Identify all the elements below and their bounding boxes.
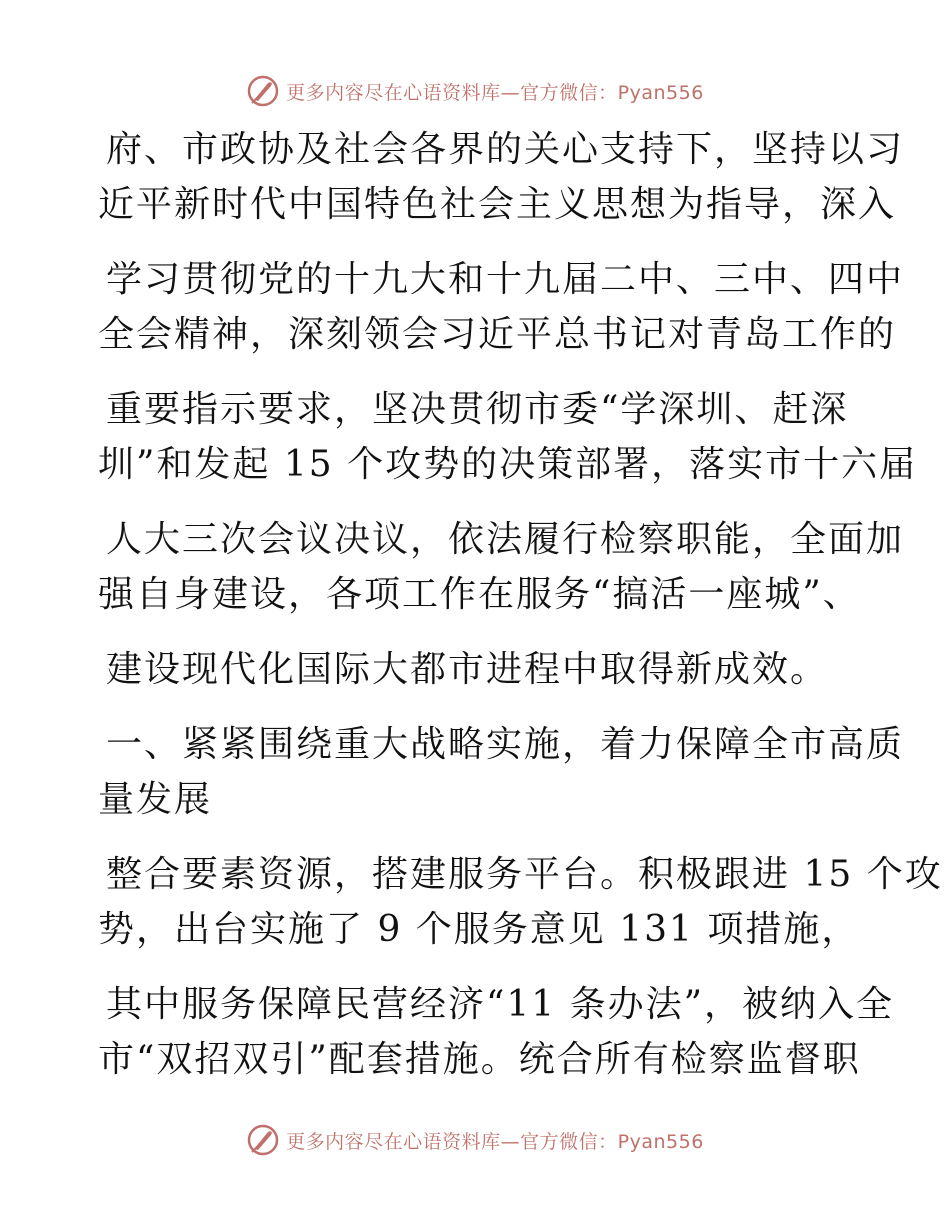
section-heading-line: 量发展	[98, 779, 213, 820]
watermark-footer	[0, 1120, 950, 1160]
watermark-text: 更多内容尽在心语资料库—官方微信：Pyan556	[286, 1130, 704, 1153]
section-heading-line: 一、紧紧围绕重大战略实施，着力保障全市高质	[106, 724, 905, 765]
paragraph-line: 府、市政协及社会各界的关心支持下，坚持以习	[106, 129, 905, 170]
watermark-header	[0, 71, 950, 111]
feather-pen-logo-icon	[246, 1123, 280, 1157]
paragraph-line: 势，出台实施了 9 个服务意见 131 项措施，	[98, 909, 860, 950]
paragraph-line: 其中服务保障民营经济“11 条办法”，被纳入全	[106, 984, 895, 1025]
paragraph-line: 人大三次会议决议，依法履行检察职能，全面加	[106, 519, 905, 560]
paragraph-line: 重要指示要求，坚决贯彻市委“学深圳、赶深	[106, 389, 849, 430]
paragraph-line: 学习贯彻党的十九大和十九届二中、三中、四中	[106, 259, 905, 300]
paragraph-line: 建设现代化国际大都市进程中取得新成效。	[106, 649, 829, 690]
watermark-text: 更多内容尽在心语资料库—官方微信：Pyan556	[286, 81, 704, 104]
paragraph-line: 圳”和发起 15 个攻势的决策部署，落实市十六届	[98, 444, 918, 485]
paragraph-line: 整合要素资源，搭建服务平台。积极跟进 15 个攻	[106, 854, 943, 895]
paragraph-line: 强自身建设，各项工作在服务“搞活一座城”、	[98, 574, 861, 615]
feather-pen-logo-icon	[246, 74, 280, 108]
paragraph-line: 市“双招双引”配套措施。统合所有检察监督职	[98, 1039, 861, 1080]
paragraph-line: 全会精神，深刻领会习近平总书记对青岛工作的	[98, 314, 897, 355]
paragraph-line: 近平新时代中国特色社会主义思想为指导，深入	[98, 184, 897, 225]
